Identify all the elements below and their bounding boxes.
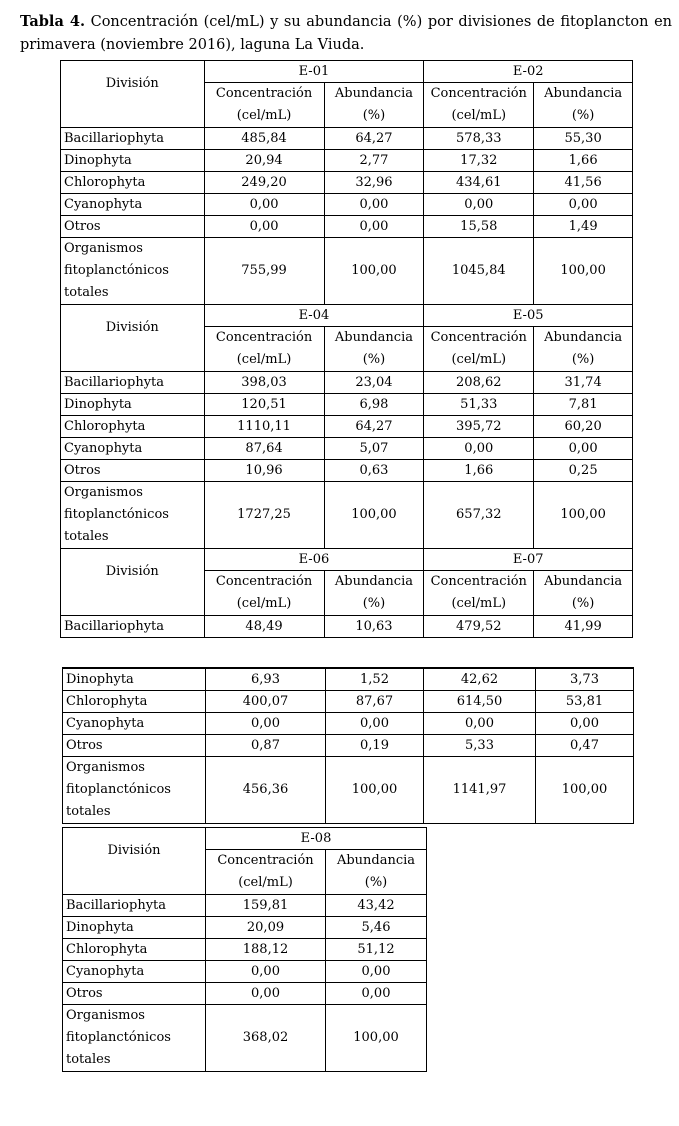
concentration-header: Concentración (cel/mL) bbox=[204, 571, 324, 616]
station-label: E-02 bbox=[424, 61, 633, 83]
division-name: Chlorophyta bbox=[63, 691, 206, 713]
abundance-header: Abundancia (%) bbox=[324, 327, 424, 372]
table-row bbox=[61, 194, 633, 216]
table-row bbox=[61, 128, 633, 150]
table-caption bbox=[20, 10, 672, 57]
table-cell: 43,42 bbox=[326, 895, 427, 917]
table-cell: 0,25 bbox=[534, 460, 633, 482]
table-row bbox=[63, 961, 427, 983]
division-name: Otros bbox=[63, 735, 206, 757]
division-name: Dinophyta bbox=[61, 150, 205, 172]
table-cell: 2,77 bbox=[324, 150, 424, 172]
division-name: Otros bbox=[63, 983, 206, 1005]
station-label: E-04 bbox=[204, 305, 424, 327]
table-cell: 434,61 bbox=[424, 172, 534, 194]
table-cell: 1110,11 bbox=[204, 416, 324, 438]
station-label: E-05 bbox=[424, 305, 633, 327]
concentration-header: Concentración (cel/mL) bbox=[204, 83, 324, 128]
table-cell: 249,20 bbox=[204, 172, 324, 194]
station-e08-table bbox=[62, 827, 427, 1072]
table-cell: 657,32 bbox=[424, 482, 534, 549]
table-row bbox=[61, 372, 633, 394]
station-header-row bbox=[61, 549, 633, 571]
table-cell: 10,96 bbox=[204, 460, 324, 482]
concentration-header: Concentración (cel/mL) bbox=[424, 83, 534, 128]
division-name: Cyanophyta bbox=[61, 194, 205, 216]
table-cell: 5,33 bbox=[424, 735, 536, 757]
total-label: Organismos fitoplanctónicos totales bbox=[63, 1005, 206, 1072]
concentration-header: Concentración (cel/mL) bbox=[204, 327, 324, 372]
table-cell: 17,32 bbox=[424, 150, 534, 172]
table-cell: 0,00 bbox=[424, 194, 534, 216]
abundance-header: Abundancia (%) bbox=[534, 327, 633, 372]
table-cell: 0,00 bbox=[324, 194, 424, 216]
division-name: Dinophyta bbox=[63, 917, 206, 939]
table-cell: 1,49 bbox=[534, 216, 633, 238]
caption-text: Concentración (cel/mL) y su abundancia (%) por divisiones de fitoplancton en primavera (noviembre 2016), laguna La Viuda. bbox=[20, 14, 672, 53]
table-cell: 1,52 bbox=[326, 668, 424, 691]
table-cell: 208,62 bbox=[424, 372, 534, 394]
table-row bbox=[63, 713, 634, 735]
table-cell: 23,04 bbox=[324, 372, 424, 394]
station-header-row bbox=[61, 61, 633, 83]
table-cell: 120,51 bbox=[204, 394, 324, 416]
table-cell: 100,00 bbox=[326, 1005, 427, 1072]
station-label: E-01 bbox=[204, 61, 424, 83]
table-cell: 159,81 bbox=[206, 895, 326, 917]
table-cell: 53,81 bbox=[536, 691, 634, 713]
table-cell: 6,93 bbox=[206, 668, 326, 691]
division-name: Otros bbox=[61, 216, 205, 238]
table-cell: 0,00 bbox=[424, 713, 536, 735]
division-header: División bbox=[61, 549, 205, 616]
table-cell: 395,72 bbox=[424, 416, 534, 438]
table-cell: 0,47 bbox=[536, 735, 634, 757]
division-name: Chlorophyta bbox=[61, 172, 205, 194]
table-cell: 100,00 bbox=[324, 238, 424, 305]
table-cell: 87,64 bbox=[204, 438, 324, 460]
table-cell: 41,99 bbox=[534, 616, 633, 638]
table-cell: 31,74 bbox=[534, 372, 633, 394]
table-cell: 0,00 bbox=[534, 194, 633, 216]
table-cell: 100,00 bbox=[536, 757, 634, 824]
total-label: Organismos fitoplanctónicos totales bbox=[61, 482, 205, 549]
division-name: Dinophyta bbox=[63, 668, 206, 691]
table-cell: 6,98 bbox=[324, 394, 424, 416]
table-row bbox=[61, 416, 633, 438]
table-row bbox=[63, 939, 427, 961]
table-cell: 64,27 bbox=[324, 416, 424, 438]
table-row bbox=[63, 917, 427, 939]
abundance-header: Abundancia (%) bbox=[534, 83, 633, 128]
table-cell: 0,00 bbox=[206, 961, 326, 983]
table-cell: 0,00 bbox=[324, 216, 424, 238]
total-row bbox=[63, 1005, 427, 1072]
concentration-header: Concentración (cel/mL) bbox=[206, 850, 326, 895]
table-row bbox=[63, 895, 427, 917]
table-cell: 20,09 bbox=[206, 917, 326, 939]
table-cell: 0,87 bbox=[206, 735, 326, 757]
table-cell: 614,50 bbox=[424, 691, 536, 713]
division-name: Bacillariophyta bbox=[63, 895, 206, 917]
table-cell: 100,00 bbox=[534, 238, 633, 305]
table-cell: 41,56 bbox=[534, 172, 633, 194]
table-cell: 20,94 bbox=[204, 150, 324, 172]
table-cell: 0,63 bbox=[324, 460, 424, 482]
table-cell: 32,96 bbox=[324, 172, 424, 194]
table-row bbox=[63, 691, 634, 713]
station-label: E-07 bbox=[424, 549, 633, 571]
abundance-header: Abundancia (%) bbox=[324, 571, 424, 616]
table-cell: 0,00 bbox=[326, 713, 424, 735]
concentration-header: Concentración (cel/mL) bbox=[424, 571, 534, 616]
table-cell: 0,00 bbox=[204, 194, 324, 216]
division-name: Bacillariophyta bbox=[61, 128, 205, 150]
table-cell: 1,66 bbox=[534, 150, 633, 172]
table-cell: 0,00 bbox=[536, 713, 634, 735]
table-cell: 456,36 bbox=[206, 757, 326, 824]
total-row bbox=[61, 238, 633, 305]
division-name: Bacillariophyta bbox=[61, 616, 205, 638]
table-cell: 0,00 bbox=[326, 983, 427, 1005]
table-cell: 0,00 bbox=[424, 438, 534, 460]
table-row bbox=[61, 216, 633, 238]
table-row bbox=[63, 983, 427, 1005]
station-header-row bbox=[63, 828, 427, 850]
division-name: Chlorophyta bbox=[61, 416, 205, 438]
station-header-row bbox=[61, 305, 633, 327]
table-cell: 100,00 bbox=[324, 482, 424, 549]
total-label: Organismos fitoplanctónicos totales bbox=[63, 757, 206, 824]
table-cell: 0,19 bbox=[326, 735, 424, 757]
table-cell: 188,12 bbox=[206, 939, 326, 961]
abundance-header: Abundancia (%) bbox=[534, 571, 633, 616]
table-row bbox=[61, 616, 633, 638]
division-name: Chlorophyta bbox=[63, 939, 206, 961]
total-row bbox=[61, 482, 633, 549]
division-name: Bacillariophyta bbox=[61, 372, 205, 394]
caption-label: Tabla 4. bbox=[20, 13, 86, 30]
division-name: Otros bbox=[61, 460, 205, 482]
table-cell: 1045,84 bbox=[424, 238, 534, 305]
table-cell: 42,62 bbox=[424, 668, 536, 691]
abundance-header: Abundancia (%) bbox=[326, 850, 427, 895]
table-cell: 0,00 bbox=[206, 983, 326, 1005]
table-row bbox=[63, 735, 634, 757]
division-header: División bbox=[61, 61, 205, 128]
table-cell: 0,00 bbox=[326, 961, 427, 983]
table-cell: 55,30 bbox=[534, 128, 633, 150]
table-row bbox=[61, 460, 633, 482]
table-cell: 3,73 bbox=[536, 668, 634, 691]
division-name: Cyanophyta bbox=[63, 961, 206, 983]
table-cell: 0,00 bbox=[204, 216, 324, 238]
concentration-header: Concentración (cel/mL) bbox=[424, 327, 534, 372]
table-cell: 479,52 bbox=[424, 616, 534, 638]
continuation-table bbox=[62, 667, 634, 824]
table-cell: 64,27 bbox=[324, 128, 424, 150]
table-cell: 51,12 bbox=[326, 939, 427, 961]
table-row bbox=[63, 668, 634, 691]
division-name: Cyanophyta bbox=[63, 713, 206, 735]
table-cell: 51,33 bbox=[424, 394, 534, 416]
table-cell: 48,49 bbox=[204, 616, 324, 638]
table-cell: 10,63 bbox=[324, 616, 424, 638]
table-cell: 368,02 bbox=[206, 1005, 326, 1072]
table-cell: 1,66 bbox=[424, 460, 534, 482]
main-table bbox=[60, 60, 633, 638]
table-cell: 100,00 bbox=[534, 482, 633, 549]
abundance-header: Abundancia (%) bbox=[324, 83, 424, 128]
table-row bbox=[61, 150, 633, 172]
total-row bbox=[63, 757, 634, 824]
table-cell: 7,81 bbox=[534, 394, 633, 416]
table-cell: 1727,25 bbox=[204, 482, 324, 549]
table-cell: 1141,97 bbox=[424, 757, 536, 824]
table-cell: 5,46 bbox=[326, 917, 427, 939]
table-cell: 87,67 bbox=[326, 691, 424, 713]
table-cell: 578,33 bbox=[424, 128, 534, 150]
division-header: División bbox=[63, 828, 206, 895]
table-cell: 0,00 bbox=[534, 438, 633, 460]
table-cell: 755,99 bbox=[204, 238, 324, 305]
table-cell: 15,58 bbox=[424, 216, 534, 238]
table-row bbox=[61, 438, 633, 460]
table-cell: 0,00 bbox=[206, 713, 326, 735]
table-row bbox=[61, 394, 633, 416]
table-row bbox=[61, 172, 633, 194]
table-cell: 100,00 bbox=[326, 757, 424, 824]
division-name: Dinophyta bbox=[61, 394, 205, 416]
division-header: División bbox=[61, 305, 205, 372]
total-label: Organismos fitoplanctónicos totales bbox=[61, 238, 205, 305]
division-name: Cyanophyta bbox=[61, 438, 205, 460]
table-cell: 398,03 bbox=[204, 372, 324, 394]
table-cell: 60,20 bbox=[534, 416, 633, 438]
station-label: E-06 bbox=[204, 549, 424, 571]
station-label: E-08 bbox=[206, 828, 427, 850]
table-cell: 400,07 bbox=[206, 691, 326, 713]
table-cell: 485,84 bbox=[204, 128, 324, 150]
table-cell: 5,07 bbox=[324, 438, 424, 460]
